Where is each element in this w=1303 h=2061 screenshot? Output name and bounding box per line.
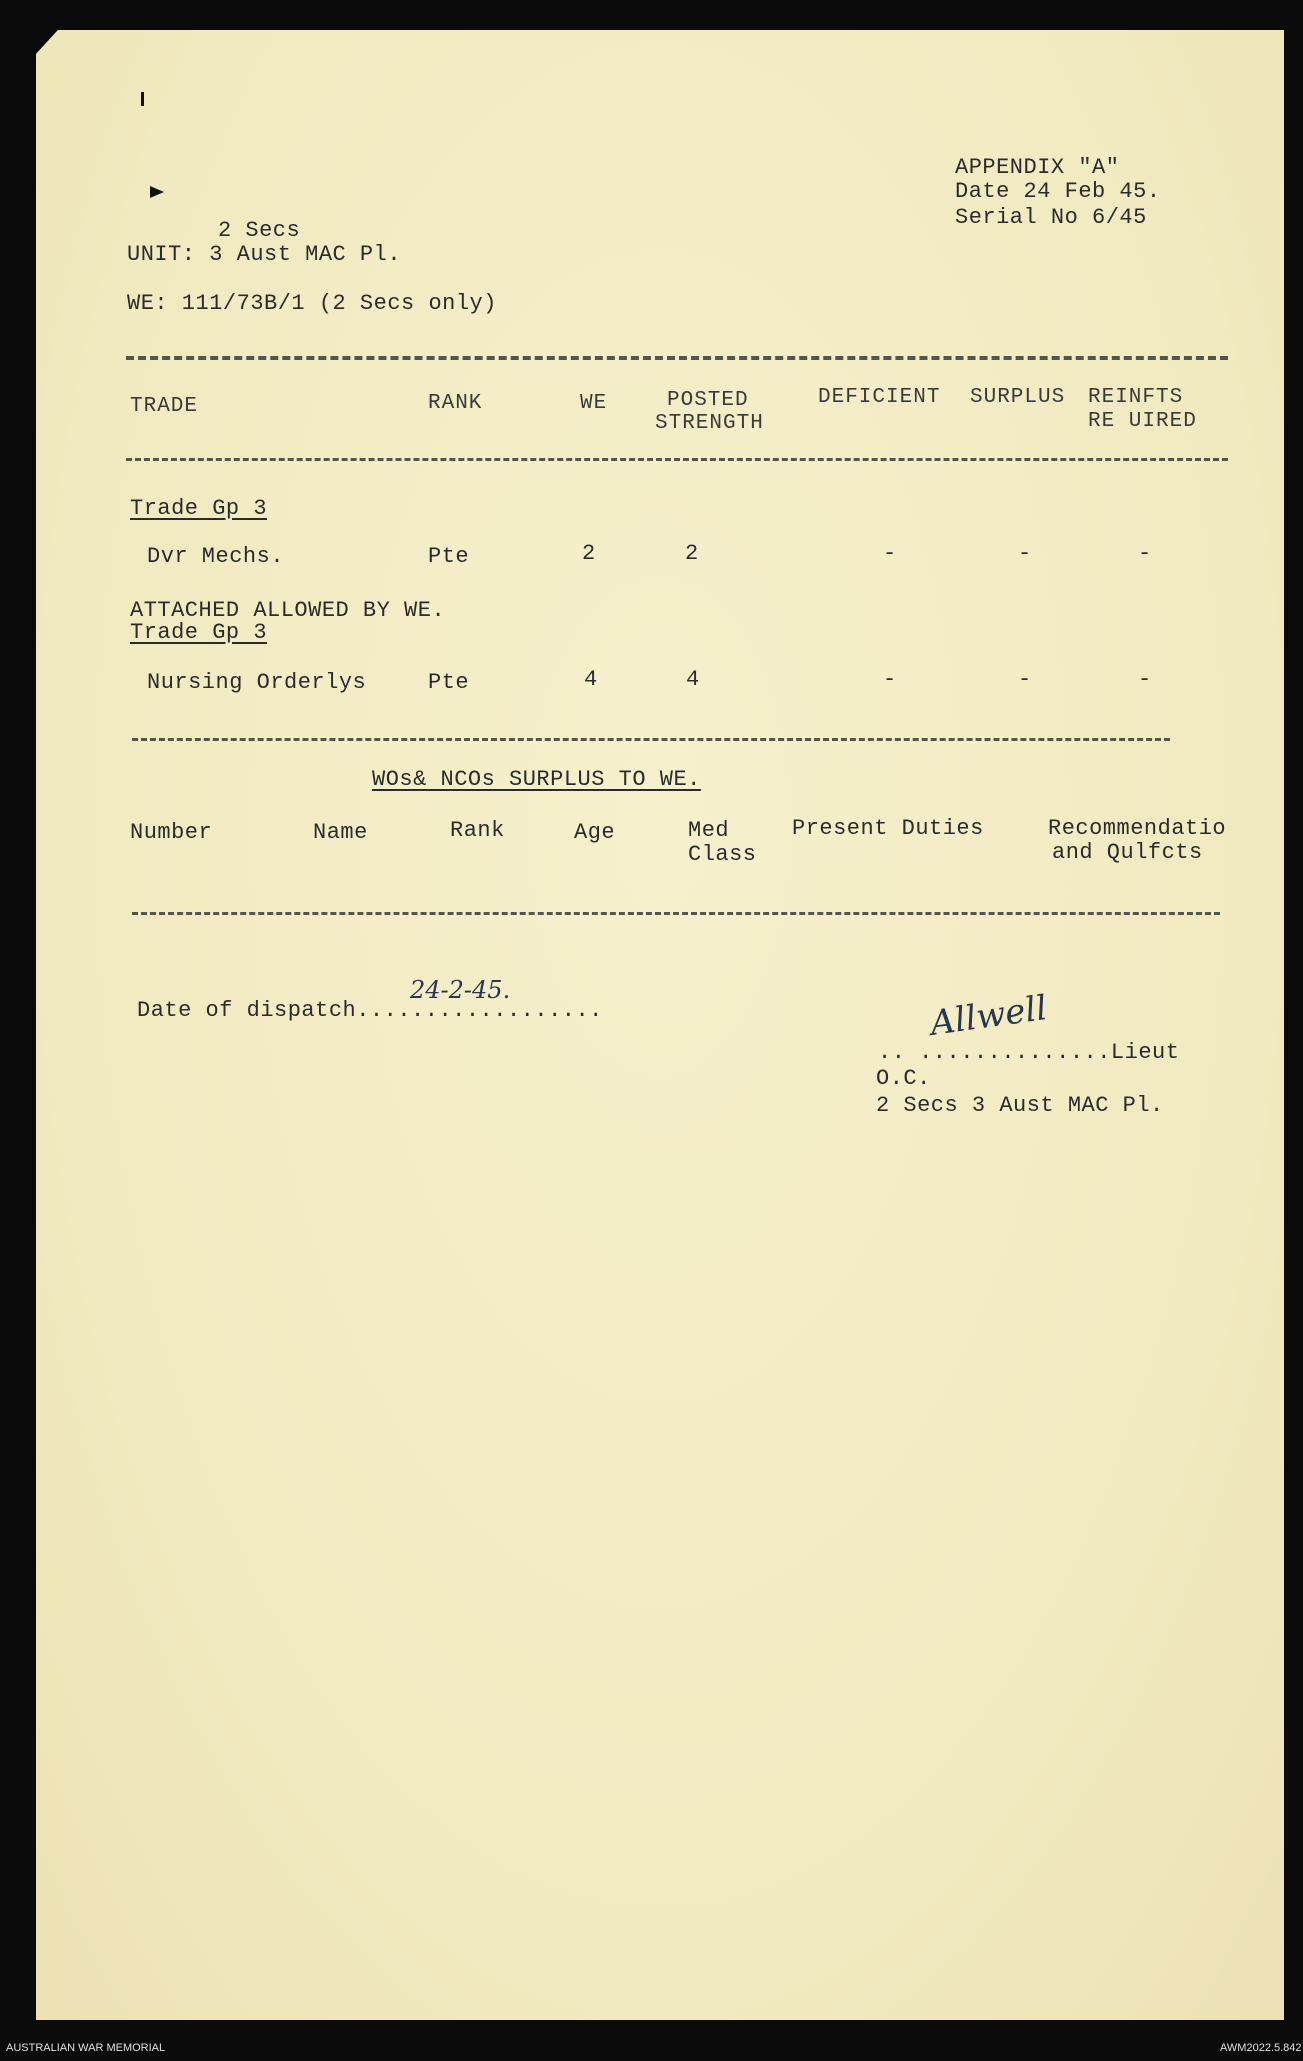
row1-we: 2 [582,541,596,566]
row2-we: 4 [584,667,598,692]
signature-unit: 2 Secs 3 Aust MAC Pl. [876,1093,1164,1118]
row1-rank: Pte [428,544,470,569]
table-top-rule [126,356,1228,360]
row1-posted: 2 [685,541,699,566]
appendix-label: APPENDIX "A" [955,155,1120,180]
ink-mark [141,92,144,106]
header-trade: TRADE [130,395,199,418]
row2-posted: 4 [686,667,700,692]
handwritten-dispatch-date: 24-2-45. [410,976,511,1004]
header-number: Number [130,820,213,845]
header-strength: STRENGTH [655,412,764,435]
dispatch-label: Date of dispatch.................. [137,998,603,1023]
we-line: WE: 111/73B/1 (2 Secs only) [127,291,497,316]
serial-number: Serial No 6/45 [955,205,1147,230]
surplus-section-title: WOs& NCOs SURPLUS TO WE. [372,767,701,792]
row2-rank: Pte [428,670,470,695]
header-rank2: Rank [450,818,505,843]
header-rank: RANK [428,392,483,415]
handwritten-signature: Allwell [927,988,1050,1044]
trade-group-heading: Trade Gp 3 [130,620,268,645]
table2-bottom-rule [132,912,1220,915]
signature-line: .. ..............Lieut [878,1040,1180,1065]
header-deficient: DEFICIENT [818,386,941,409]
header-required: RE UIRED [1088,410,1197,433]
header-recommendation: Recommendatio [1048,816,1227,841]
footer-right: AWM2022.5.842 [1220,2042,1302,2054]
row2-reinfts: - [1138,667,1152,692]
table-bottom-rule [132,738,1170,741]
header-posted: POSTED [667,389,749,412]
header-duties: Present Duties [792,816,984,841]
table-header-rule [126,458,1228,461]
attached-heading: ATTACHED ALLOWED BY WE. [130,598,446,623]
secs-label: 2 Secs [218,218,301,243]
header-age: Age [574,820,616,845]
row1-trade: Dvr Mechs. [147,544,285,569]
header-med: Med [688,818,730,843]
row1-surplus: - [1018,541,1032,566]
row2-surplus: - [1018,667,1032,692]
header-we: WE [580,392,608,415]
header-name: Name [313,820,368,845]
header-qualifications: and Qulfcts [1052,840,1203,865]
officer-commanding: O.C. [876,1066,931,1091]
header-surplus: SURPLUS [970,386,1066,409]
document-page [36,30,1284,2020]
row2-deficient: - [883,667,897,692]
row1-deficient: - [883,541,897,566]
document-date: Date 24 Feb 45. [955,179,1161,204]
header-class: Class [688,842,757,867]
unit-line: UNIT: 3 Aust MAC Pl. [127,242,402,267]
row1-reinfts: - [1138,541,1152,566]
row2-trade: Nursing Orderlys [147,670,367,695]
trade-group-heading: Trade Gp 3 [130,496,268,521]
footer-left: AUSTRALIAN WAR MEMORIAL [6,2042,166,2054]
header-reinfts: REINFTS [1088,386,1184,409]
